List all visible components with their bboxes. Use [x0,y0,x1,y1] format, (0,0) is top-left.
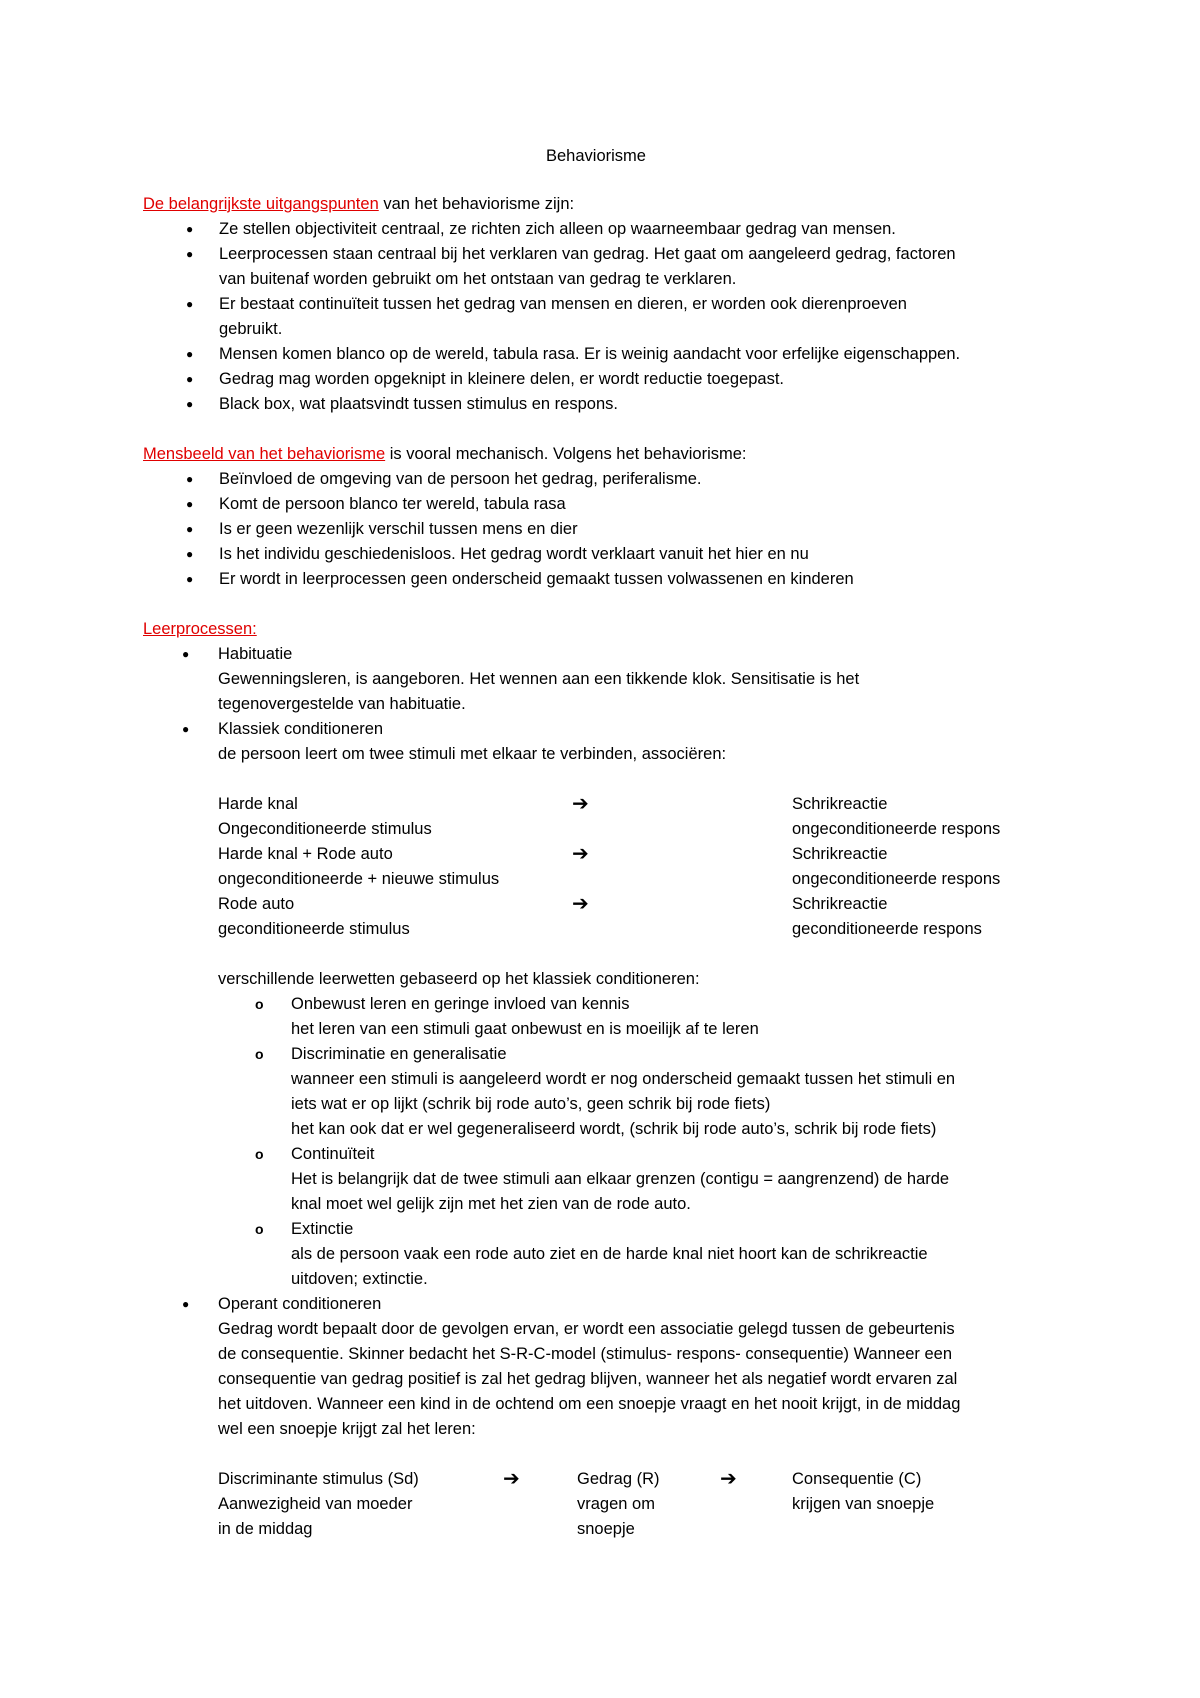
table-cell: Schrikreactie [792,895,888,913]
table-cell: Rode auto [218,895,295,913]
law-title: Continuïteit [291,1145,375,1163]
bullet-icon: ● [186,247,194,261]
section2-heading-rest: is vooral mechanisch. Volgens het behaviorisme: [385,445,747,463]
operant-line: wel een snoepje krijgt zal het leren: [218,1420,476,1438]
table-cell: Schrikreactie [792,795,888,813]
law-line: uitdoven; extinctie. [291,1270,428,1288]
bullet-icon: ● [186,472,194,486]
bullet-icon: ● [186,522,194,536]
bullet-icon: ● [186,297,194,311]
list-item: Is er geen wezenlijk verschil tussen mens en dier [219,520,578,538]
bullet-icon: ● [186,397,194,411]
operant-title: Operant conditioneren [218,1295,382,1313]
table-cell: ongeconditioneerde respons [792,820,1001,838]
section1-heading-line [143,194,574,214]
bullet-icon: ● [182,647,190,661]
klassiek-intro: de persoon leert om twee stimuli met elkaar te verbinden, associëren: [218,745,727,763]
list-item: Ze stellen objectiviteit centraal, ze richten zich alleen op waarneembaar gedrag van mensen. [219,220,896,238]
list-item-cont: gebruikt. [219,320,283,338]
src-cell: Aanwezigheid van moeder [218,1495,413,1513]
law-line: als de persoon vaak een rode auto ziet en de harde knal niet hoort kan de schrikreactie [291,1245,928,1263]
src-cell: vragen om [577,1495,655,1513]
table-cell: ongeconditioneerde respons [792,870,1001,888]
bullet-icon: ● [182,722,190,736]
operant-line: de consequentie. Skinner bedacht het S-R-C-model (stimulus- respons- consequentie) Wanneer een [218,1345,953,1363]
section1-heading: De belangrijkste uitgangspunten [143,195,379,213]
operant-line: Gedrag wordt bepaalt door de gevolgen ervan, er wordt een associatie gelegd tussen de gebeurtenis [218,1320,955,1338]
list-item: Mensen komen blanco op de wereld, tabula rasa. Er is weinig aandacht voor erfelijke eigenschappen. [219,345,961,363]
bullet-icon: ● [186,372,194,386]
sub-bullet-icon: o [255,1146,264,1162]
law-line: iets wat er op lijkt (schrik bij rode auto’s, geen schrik bij rode fiets) [291,1095,771,1113]
section3-heading: Leerprocessen: [143,620,257,638]
list-item: Komt de persoon blanco ter wereld, tabula rasa [219,495,566,513]
list-item: Is het individu geschiedenisloos. Het gedrag wordt verklaart vanuit het hier en nu [219,545,809,563]
sub-bullet-icon: o [255,1046,264,1062]
sub-bullet-icon: o [255,1221,264,1237]
arrow-right-icon: ➔ [572,793,589,815]
section2-heading: Mensbeeld van het behaviorisme [143,445,386,463]
table-cell: Harde knal [218,795,298,813]
law-title: Onbewust leren en geringe invloed van kennis [291,995,630,1013]
src-cell: Discriminante stimulus (Sd) [218,1470,419,1488]
bullet-icon: ● [186,572,194,586]
law-line: wanneer een stimuli is aangeleerd wordt er nog onderscheid gemaakt tussen het stimuli en [291,1070,956,1088]
list-item-cont: van buitenaf worden gebruikt om het ontstaan van gedrag te verklaren. [219,270,737,288]
list-item: Leerprocessen staan centraal bij het verklaren van gedrag. Het gaat om aangeleerd gedrag, factoren [219,245,956,263]
list-item: Gedrag mag worden opgeknipt in kleinere delen, er wordt reductie toegepast. [219,370,785,388]
bullet-icon: ● [186,222,194,236]
section1-heading-rest: van het behaviorisme zijn: [378,195,575,213]
law-title: Extinctie [291,1220,354,1238]
arrow-right-icon: ➔ [572,843,589,865]
law-line: het leren van een stimuli gaat onbewust en is moeilijk af te leren [291,1020,759,1038]
bullet-icon: ● [186,547,194,561]
laws-intro: verschillende leerwetten gebaseerd op het klassiek conditioneren: [218,970,700,988]
page-title: Behaviorisme [546,147,646,165]
law-line: Het is belangrijk dat de twee stimuli aan elkaar grenzen (contigu = aangrenzend) de harde [291,1170,950,1188]
src-cell: Consequentie (C) [792,1470,922,1488]
habituatie-line: Gewenningsleren, is aangeboren. Het wennen aan een tikkende klok. Sensitisatie is het [218,670,860,688]
table-cell: geconditioneerde respons [792,920,982,938]
table-cell: Schrikreactie [792,845,888,863]
bullet-icon: ● [182,1297,190,1311]
list-item: Beïnvloed de omgeving van de persoon het gedrag, periferalisme. [219,470,702,488]
table-cell: ongeconditioneerde + nieuwe stimulus [218,870,500,888]
arrow-right-icon: ➔ [572,893,589,915]
law-line: het kan ook dat er wel gegeneraliseerd wordt, (schrik bij rode auto’s, schrik bij rode fiets) [291,1120,937,1138]
law-title: Discriminatie en generalisatie [291,1045,507,1063]
section2-heading-line [143,444,747,464]
src-cell: krijgen van snoepje [792,1495,935,1513]
table-cell: Harde knal + Rode auto [218,845,393,863]
sub-bullet-icon: o [255,996,264,1012]
src-cell: Gedrag (R) [577,1470,660,1488]
operant-line: consequentie van gedrag positief is zal het gedrag blijven, wanneer het als negatief wordt ervaren zal [218,1370,958,1388]
habituatie-title: Habituatie [218,645,293,663]
habituatie-line: tegenovergestelde van habituatie. [218,695,466,713]
table-cell: geconditioneerde stimulus [218,920,410,938]
list-item: Black box, wat plaatsvindt tussen stimulus en respons. [219,395,618,413]
list-item: Er bestaat continuïteit tussen het gedrag van mensen en dieren, er worden ook dierenproeven [219,295,907,313]
operant-line: het uitdoven. Wanneer een kind in de ochtend om een snoepje vraagt en het nooit krijgt, in de middag [218,1395,961,1413]
src-cell: in de middag [218,1520,313,1538]
table-cell: Ongeconditioneerde stimulus [218,820,432,838]
klassiek-title: Klassiek conditioneren [218,720,384,738]
arrow-right-icon: ➔ [503,1468,520,1490]
law-line: knal moet wel gelijk zijn met het zien van de rode auto. [291,1195,691,1213]
arrow-right-icon: ➔ [720,1468,737,1490]
list-item: Er wordt in leerprocessen geen onderscheid gemaakt tussen volwassenen en kinderen [219,570,854,588]
src-cell: snoepje [577,1520,635,1538]
bullet-icon: ● [186,497,194,511]
bullet-icon: ● [186,347,194,361]
